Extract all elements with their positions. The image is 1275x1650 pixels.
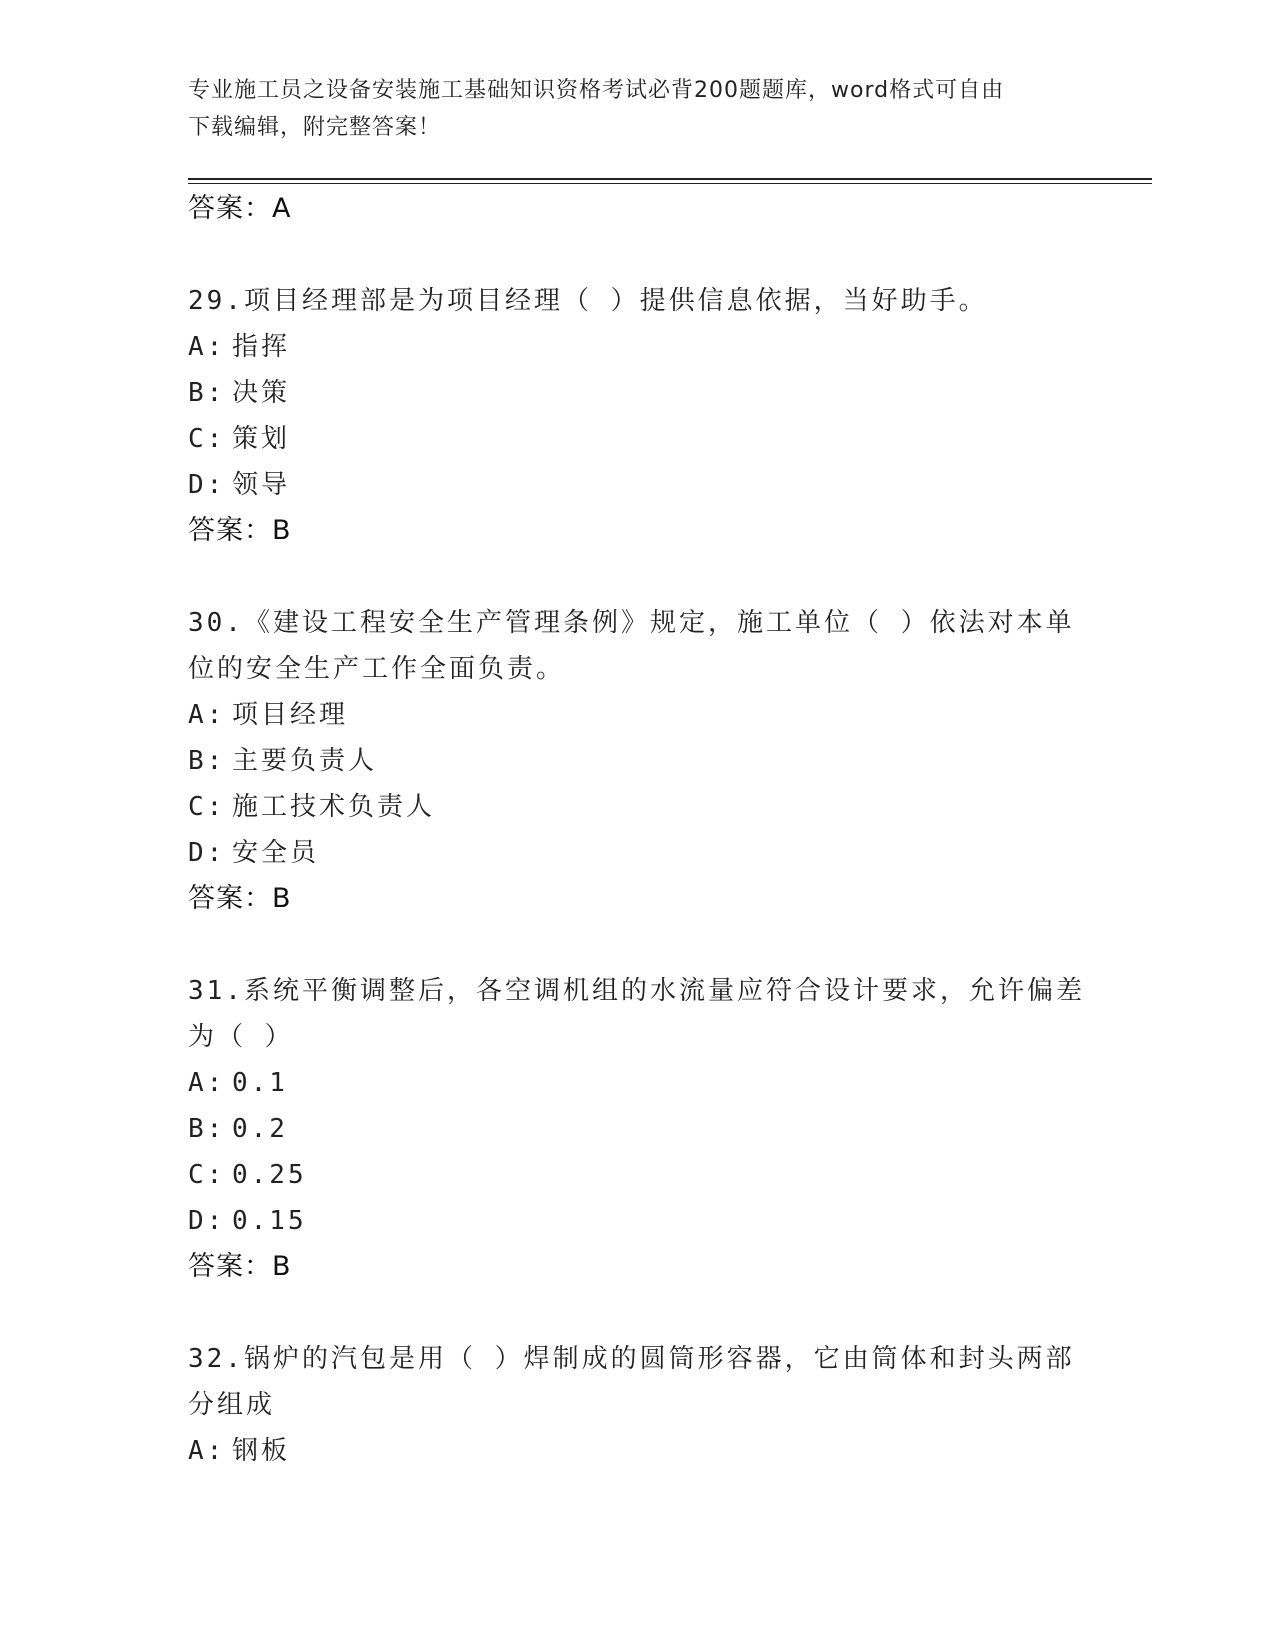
header-line-1: 专业施工员之设备安装施工基础知识资格考试必背200题题库，word格式可自由 [188,78,1005,103]
answer-line: 答案：B [188,515,292,546]
option-key: A: [188,700,226,730]
question-text-continued: 位的安全生产工作全面负责。 [188,654,566,684]
option-text: 领导 [232,470,291,500]
question-30 [188,600,1088,922]
question-32 [188,1336,1088,1474]
previous-answer: 答案：A [188,193,292,224]
option-text: 0.15 [232,1206,307,1236]
answer-line: 答案：B [188,883,292,914]
option-text: 钢板 [232,1436,291,1466]
option-text: 指挥 [232,332,291,362]
option-key: A: [188,1068,226,1098]
question-text: 29.项目经理部是为项目经理（ ）提供信息依据，当好助手。 [188,286,988,316]
option-text: 策划 [232,424,291,454]
question-29 [188,278,1088,554]
option-key: D: [188,470,226,500]
option-a [188,1428,1088,1474]
option-d [188,1198,1088,1244]
option-text: 0.25 [232,1160,307,1190]
header-divider-thin [188,183,1152,184]
option-d [188,830,1088,876]
question-text-continued: 为（ ） [188,1022,294,1052]
option-a [188,1060,1088,1106]
option-text: 0.2 [232,1114,288,1144]
question-list [188,186,1088,1474]
option-key: A: [188,1436,226,1466]
answer-line: 答案：B [188,1251,292,1282]
document-header [188,72,1068,146]
option-key: B: [188,746,226,776]
option-a [188,692,1088,738]
option-key: A: [188,332,226,362]
option-c [188,784,1088,830]
option-key: C: [188,792,226,822]
option-b [188,1106,1088,1152]
question-text: 31.系统平衡调整后，各空调机组的水流量应符合设计要求，允许偏差 [188,976,1085,1006]
option-text: 主要负责人 [232,746,378,776]
option-c [188,416,1088,462]
question-text-continued: 分组成 [188,1390,276,1420]
option-d [188,462,1088,508]
header-divider-thick [188,178,1152,180]
option-text: 安全员 [232,838,320,868]
option-text: 项目经理 [232,700,349,730]
option-key: B: [188,378,226,408]
option-key: B: [188,1114,226,1144]
option-c [188,1152,1088,1198]
option-b [188,738,1088,784]
option-b [188,370,1088,416]
option-a [188,324,1088,370]
question-text: 30.《建设工程安全生产管理条例》规定，施工单位（ ）依法对本单 [188,608,1075,638]
option-key: C: [188,424,226,454]
option-key: D: [188,1206,226,1236]
header-line-2: 下载编辑，附完整答案！ [188,115,442,140]
option-text: 施工技术负责人 [232,792,436,822]
question-text: 32.锅炉的汽包是用（ ）焊制成的圆筒形容器，它由筒体和封头两部 [188,1344,1075,1374]
option-text: 决策 [232,378,291,408]
option-text: 0.1 [232,1068,288,1098]
option-key: C: [188,1160,226,1190]
question-31 [188,968,1088,1290]
option-key: D: [188,838,226,868]
